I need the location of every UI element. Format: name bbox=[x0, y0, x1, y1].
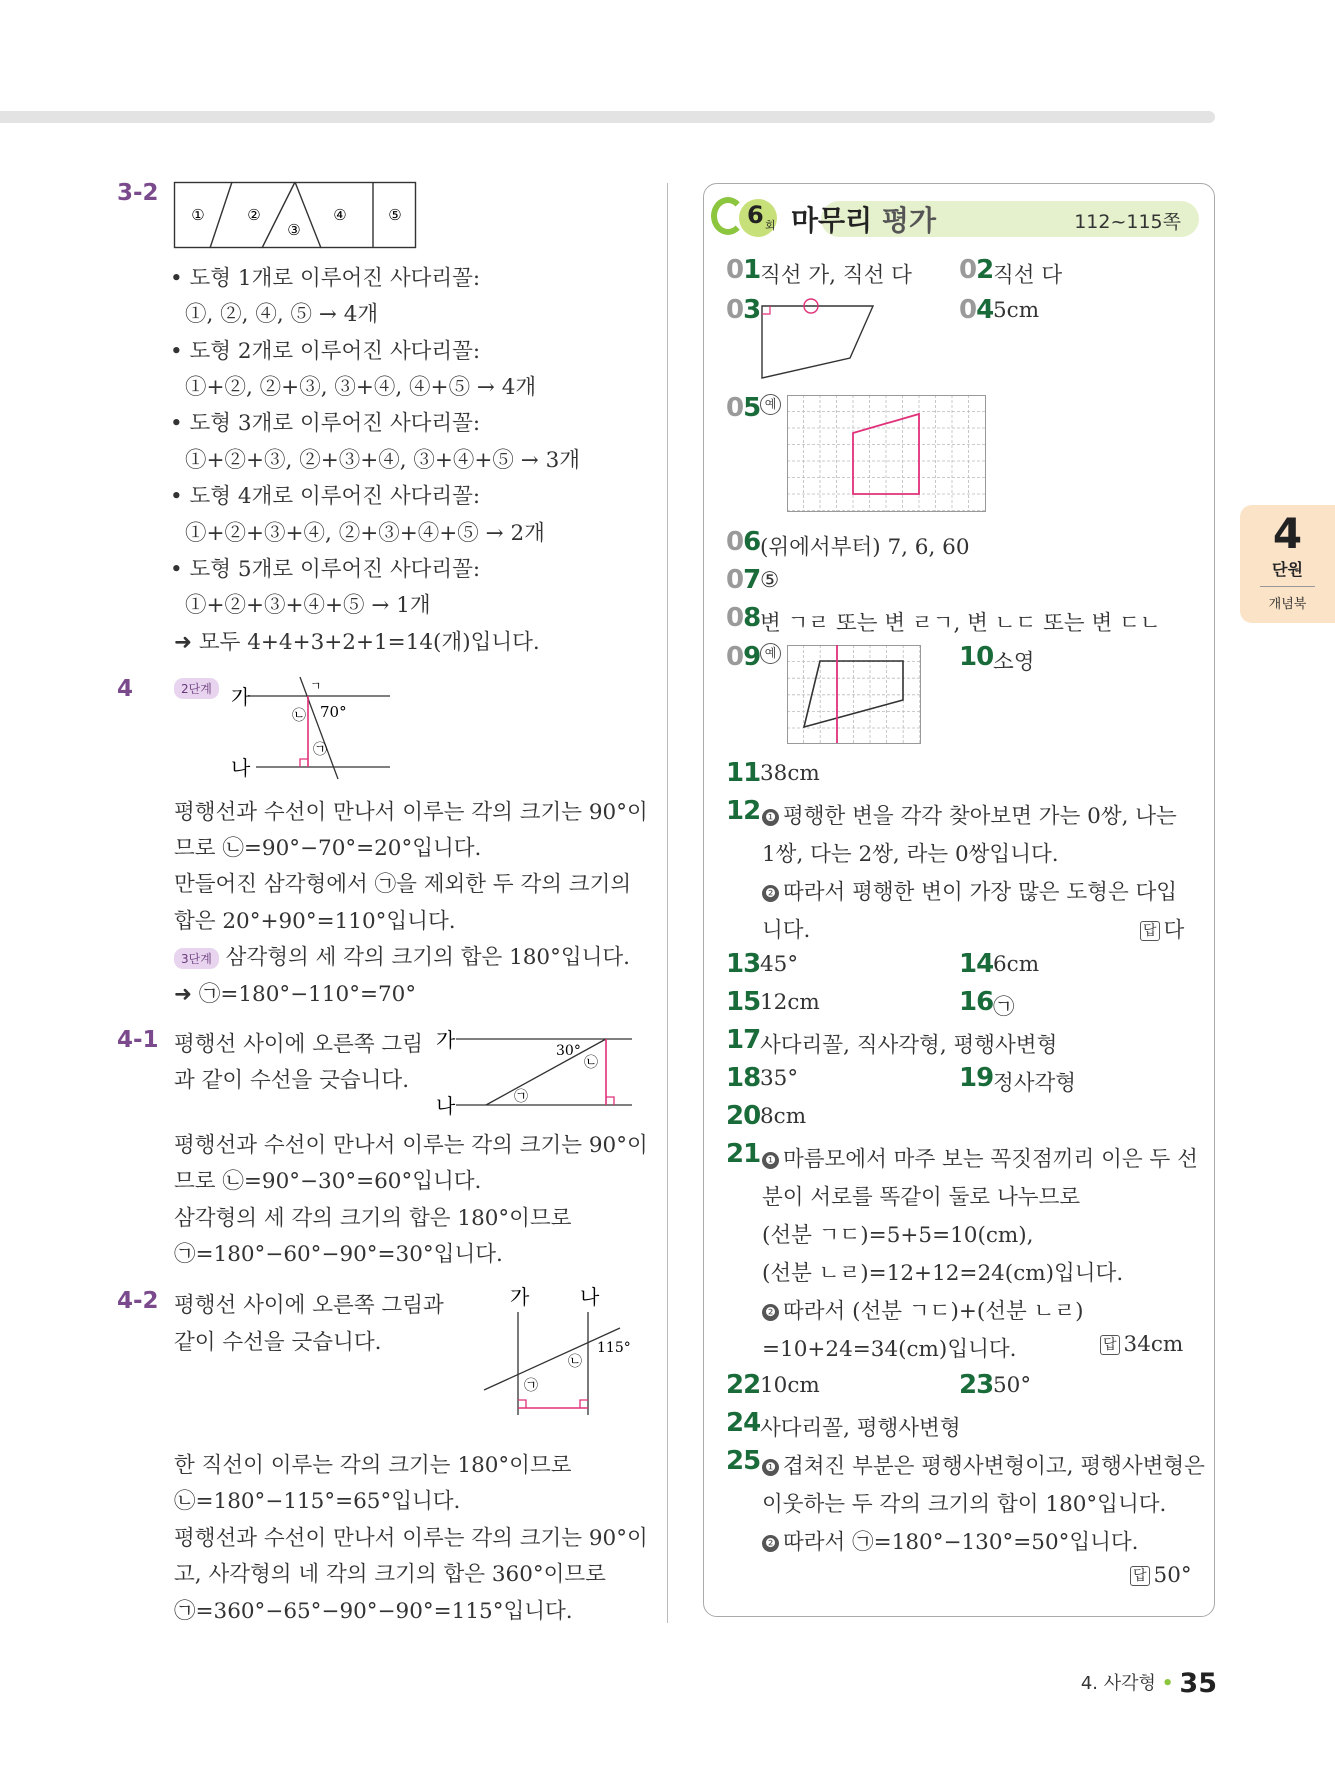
page-footer bbox=[1081, 1668, 1217, 1699]
answer-number: 23 bbox=[959, 1370, 994, 1400]
angle-30-label: 30° bbox=[556, 1043, 581, 1059]
answer-number: 10 bbox=[959, 642, 994, 672]
answer-10: 소영 bbox=[993, 650, 1035, 675]
session-unit: 회 bbox=[765, 219, 776, 232]
angle-a-label: ㉠ bbox=[514, 1089, 528, 1105]
book-label: 개념북 bbox=[1268, 597, 1307, 612]
answer-number: 22 bbox=[726, 1370, 761, 1400]
answer-12-line: 1쌍, 다는 2쌍, 라는 0쌍입니다. bbox=[762, 842, 1059, 867]
panel-header bbox=[711, 197, 1199, 239]
answer-number: 21 bbox=[726, 1139, 761, 1169]
answer-25-final: 답 50° bbox=[1130, 1563, 1192, 1588]
answer-19: 정사각형 bbox=[993, 1071, 1077, 1096]
line-na-label: 나 bbox=[231, 756, 251, 780]
angle-b-label: ㉡ bbox=[568, 1354, 582, 1370]
p4-stage3-text: 삼각형의 세 각의 크기의 합은 180°입니다. bbox=[225, 945, 631, 970]
p4-stage3-line bbox=[174, 940, 630, 971]
answer-number: 15 bbox=[726, 987, 761, 1017]
line-na-label: 나 bbox=[580, 1285, 600, 1309]
answer-08: 변 ㄱㄹ 또는 변 ㄹㄱ, 변 ㄴㄷ 또는 변 ㄷㄴ bbox=[760, 611, 1161, 636]
unit-number: 4 bbox=[1272, 509, 1303, 558]
problem-number-3-2: 3-2 bbox=[117, 180, 159, 206]
answer-25-line: ❷ 따라서 ㉠=180°−130°=50°입니다. bbox=[762, 1525, 1139, 1556]
answer-14: 6cm bbox=[993, 952, 1040, 977]
answer-mark: 답 bbox=[1100, 1335, 1120, 1355]
answer-mark: 답 bbox=[1130, 1566, 1150, 1586]
answer-number: 06 bbox=[726, 527, 761, 557]
p32-line: ①+②+③, ②+③+④, ③+④+⑤ → 3개 bbox=[185, 448, 581, 473]
figure-4-2 bbox=[480, 1285, 640, 1420]
answer-12-line: ❷ 따라서 평행한 변이 가장 많은 도형은 다입 bbox=[762, 875, 1177, 906]
answer-16: ㉠ bbox=[993, 995, 1015, 1020]
line-ga-label: 가 bbox=[510, 1285, 530, 1309]
step-1-icon: ❶ bbox=[762, 1152, 779, 1169]
problem-number-4-2: 4-2 bbox=[117, 1288, 159, 1314]
answer-05-grid bbox=[787, 395, 987, 513]
answer-number: 16 bbox=[959, 987, 994, 1017]
answer-22: 10cm bbox=[760, 1373, 820, 1398]
page-range: 112~115쪽 bbox=[1074, 211, 1181, 233]
step-2-icon: ❷ bbox=[762, 885, 779, 902]
p41-line: ㉠=180°−60°−90°=30°입니다. bbox=[174, 1242, 503, 1267]
answer-number: 04 bbox=[959, 295, 994, 325]
step-1-icon: ❶ bbox=[762, 809, 779, 826]
p32-line: ①, ②, ④, ⑤ → 4개 bbox=[185, 302, 379, 327]
vertex-label: ㄱ bbox=[310, 679, 322, 693]
p32-line: • 도형 1개로 이루어진 사다리꼴: bbox=[170, 266, 481, 291]
p4-line: 평행선과 수선이 만나서 이루는 각의 크기는 90°이 bbox=[174, 800, 648, 825]
answer-number: 09 bbox=[726, 642, 761, 672]
p41-line: 평행선과 수선이 만나서 이루는 각의 크기는 90°이 bbox=[174, 1133, 648, 1158]
step-2-icon: ❷ bbox=[762, 1535, 779, 1552]
problem-number-4: 4 bbox=[117, 676, 134, 702]
p32-line: • 도형 4개로 이루어진 사다리꼴: bbox=[170, 484, 481, 509]
p4-line: 므로 ㉡=90°−70°=20°입니다. bbox=[174, 836, 482, 861]
answer-number: 03 bbox=[726, 295, 761, 325]
answer-21-line: (선분 ㄱㄷ)=5+5=10(cm), bbox=[762, 1223, 1034, 1248]
answer-number: 12 bbox=[726, 796, 761, 826]
answer-01: 직선 가, 직선 다 bbox=[760, 263, 912, 288]
column-divider bbox=[667, 183, 668, 1623]
answer-number: 01 bbox=[726, 255, 761, 285]
p32-line: • 도형 5개로 이루어진 사다리꼴: bbox=[170, 557, 481, 582]
line-na-label: 나 bbox=[436, 1094, 456, 1118]
answer-12-line: 니다. bbox=[762, 918, 811, 943]
figure-3-2 bbox=[174, 182, 419, 250]
answer-number: 17 bbox=[726, 1025, 761, 1055]
angle-70-label: 70° bbox=[320, 703, 347, 721]
answer-mark: 답 bbox=[1140, 921, 1160, 941]
answer-number: 07 bbox=[726, 565, 761, 595]
answer-number: 14 bbox=[959, 949, 994, 979]
example-mark: 예 bbox=[760, 643, 781, 664]
answer-06: (위에서부터) 7, 6, 60 bbox=[760, 535, 970, 560]
answer-number: 05 bbox=[726, 393, 761, 423]
p42-line: 한 직선이 이루는 각의 크기는 180°이므로 bbox=[174, 1453, 572, 1478]
answer-number: 25 bbox=[726, 1446, 761, 1476]
p32-line: ①+②+③+④, ②+③+④+⑤ → 2개 bbox=[185, 521, 545, 546]
answer-number: 13 bbox=[726, 949, 761, 979]
p32-line: ①+②+③+④+⑤ → 1개 bbox=[185, 593, 431, 618]
answer-21-line: =10+24=34(cm)입니다. bbox=[762, 1337, 1017, 1362]
answer-number: 19 bbox=[959, 1063, 994, 1093]
answer-24: 사다리꼴, 평행사변형 bbox=[760, 1416, 961, 1441]
line-ga-label: 가 bbox=[436, 1028, 456, 1052]
p32-line: ①+②, ②+③, ③+④, ④+⑤ → 4개 bbox=[185, 375, 537, 400]
cell-5: ⑤ bbox=[388, 206, 402, 224]
figure-4 bbox=[228, 672, 398, 780]
angle-b-label: ㉡ bbox=[584, 1055, 598, 1071]
session-number: 6 bbox=[747, 201, 764, 229]
stage-2-badge: 2단계 bbox=[174, 678, 219, 699]
angle-a-label: ㉠ bbox=[313, 742, 327, 758]
p41-line: 삼각형의 세 각의 크기의 합은 180°이므로 bbox=[174, 1206, 572, 1231]
line-ga-label: 가 bbox=[231, 685, 251, 709]
step-1-icon: ❶ bbox=[762, 1459, 779, 1476]
answer-23: 50° bbox=[993, 1373, 1032, 1398]
problem-number-4-1: 4-1 bbox=[117, 1027, 159, 1053]
page-number: 35 bbox=[1179, 1668, 1217, 1699]
answer-09-grid bbox=[787, 645, 922, 745]
p4-result: ➜ ㉠=180°−110°=70° bbox=[174, 982, 417, 1007]
answer-21-line: 분이 서로를 똑같이 둘로 나누므로 bbox=[762, 1185, 1081, 1210]
answer-number: 08 bbox=[726, 603, 761, 633]
p32-result: ➜ 모두 4+4+3+2+1=14(개)입니다. bbox=[174, 630, 540, 655]
left-column bbox=[0, 0, 660, 1772]
answer-number: 18 bbox=[726, 1063, 761, 1093]
answer-02: 직선 다 bbox=[993, 263, 1063, 288]
p42-line: 평행선과 수선이 만나서 이루는 각의 크기는 90°이 bbox=[174, 1526, 648, 1551]
p42-line: 고, 사각형의 네 각의 크기의 합은 360°이므로 bbox=[174, 1562, 606, 1587]
angle-b-label: ㉡ bbox=[292, 708, 306, 724]
p41-line: 므로 ㉡=90°−30°=60°입니다. bbox=[174, 1169, 482, 1194]
angle-a-label: ㉠ bbox=[524, 1378, 538, 1394]
unit-tab[interactable] bbox=[1240, 505, 1335, 623]
answer-04: 5cm bbox=[993, 298, 1040, 323]
cell-1: ① bbox=[191, 206, 205, 224]
answer-18: 35° bbox=[760, 1066, 799, 1091]
answer-07: ⑤ bbox=[760, 568, 780, 593]
angle-115-label: 115° bbox=[597, 1340, 631, 1356]
chapter-title: 4. 사각형 bbox=[1080, 1673, 1156, 1694]
p42-line: ㉡=180°−115°=65°입니다. bbox=[174, 1489, 461, 1514]
answer-17: 사다리꼴, 직사각형, 평행사변형 bbox=[760, 1033, 1058, 1058]
header-title: 마무리 평가 bbox=[791, 204, 937, 237]
answer-21-final: 답 34cm bbox=[1100, 1332, 1183, 1357]
answer-25-line: ❶ 겹쳐진 부분은 평행사변형이고, 평행사변형은 bbox=[762, 1449, 1205, 1480]
answer-number: 24 bbox=[726, 1408, 761, 1438]
answer-25-line: 이웃하는 두 각의 크기의 합이 180°입니다. bbox=[762, 1492, 1167, 1517]
answer-11: 38cm bbox=[760, 761, 820, 786]
p42-intro: 같이 수선을 긋습니다. bbox=[174, 1330, 382, 1355]
answer-13: 45° bbox=[760, 952, 799, 977]
p41-intro: 평행선 사이에 오른쪽 그림 bbox=[174, 1032, 423, 1057]
answer-03-figure bbox=[758, 296, 878, 381]
stage-3-badge: 3단계 bbox=[174, 948, 219, 969]
p42-line: ㉠=360°−65°−90°−90°=115°입니다. bbox=[174, 1599, 573, 1624]
answer-12-final: 답 다 bbox=[1140, 913, 1184, 944]
answer-20: 8cm bbox=[760, 1104, 807, 1129]
answer-12-line: ❶ 평행한 변을 각각 찾아보면 가는 0쌍, 나는 bbox=[762, 799, 1177, 830]
p4-line: 만들어진 삼각형에서 ㉠을 제외한 두 각의 크기의 bbox=[174, 872, 632, 897]
p42-intro: 평행선 사이에 오른쪽 그림과 bbox=[174, 1293, 444, 1318]
step-2-icon: ❷ bbox=[762, 1304, 779, 1321]
example-mark: 예 bbox=[760, 394, 781, 415]
answer-number: 20 bbox=[726, 1101, 761, 1131]
answer-15: 12cm bbox=[760, 990, 820, 1015]
answer-number: 11 bbox=[726, 758, 761, 788]
answer-21-line: ❶ 마름모에서 마주 보는 꼭짓점끼리 이은 두 선 bbox=[762, 1142, 1198, 1173]
cell-4: ④ bbox=[333, 206, 347, 224]
figure-4-1 bbox=[436, 1025, 636, 1118]
tab-divider bbox=[1260, 586, 1315, 587]
p32-line: • 도형 3개로 이루어진 사다리꼴: bbox=[170, 411, 481, 436]
bullet-dot-icon: • bbox=[1161, 1673, 1174, 1694]
unit-label: 단원 bbox=[1272, 560, 1303, 579]
answer-21-line: ❷ 따라서 (선분 ㄱㄷ)+(선분 ㄴㄹ) bbox=[762, 1294, 1084, 1325]
answer-number: 02 bbox=[959, 255, 994, 285]
answer-21-line: (선분 ㄴㄹ)=12+12=24(cm)입니다. bbox=[762, 1261, 1124, 1286]
p41-intro: 과 같이 수선을 긋습니다. bbox=[174, 1068, 410, 1093]
cell-2: ② bbox=[247, 206, 261, 224]
cell-3: ③ bbox=[287, 221, 301, 239]
p4-line: 합은 20°+90°=110°입니다. bbox=[174, 909, 456, 934]
p32-line: • 도형 2개로 이루어진 사다리꼴: bbox=[170, 339, 481, 364]
